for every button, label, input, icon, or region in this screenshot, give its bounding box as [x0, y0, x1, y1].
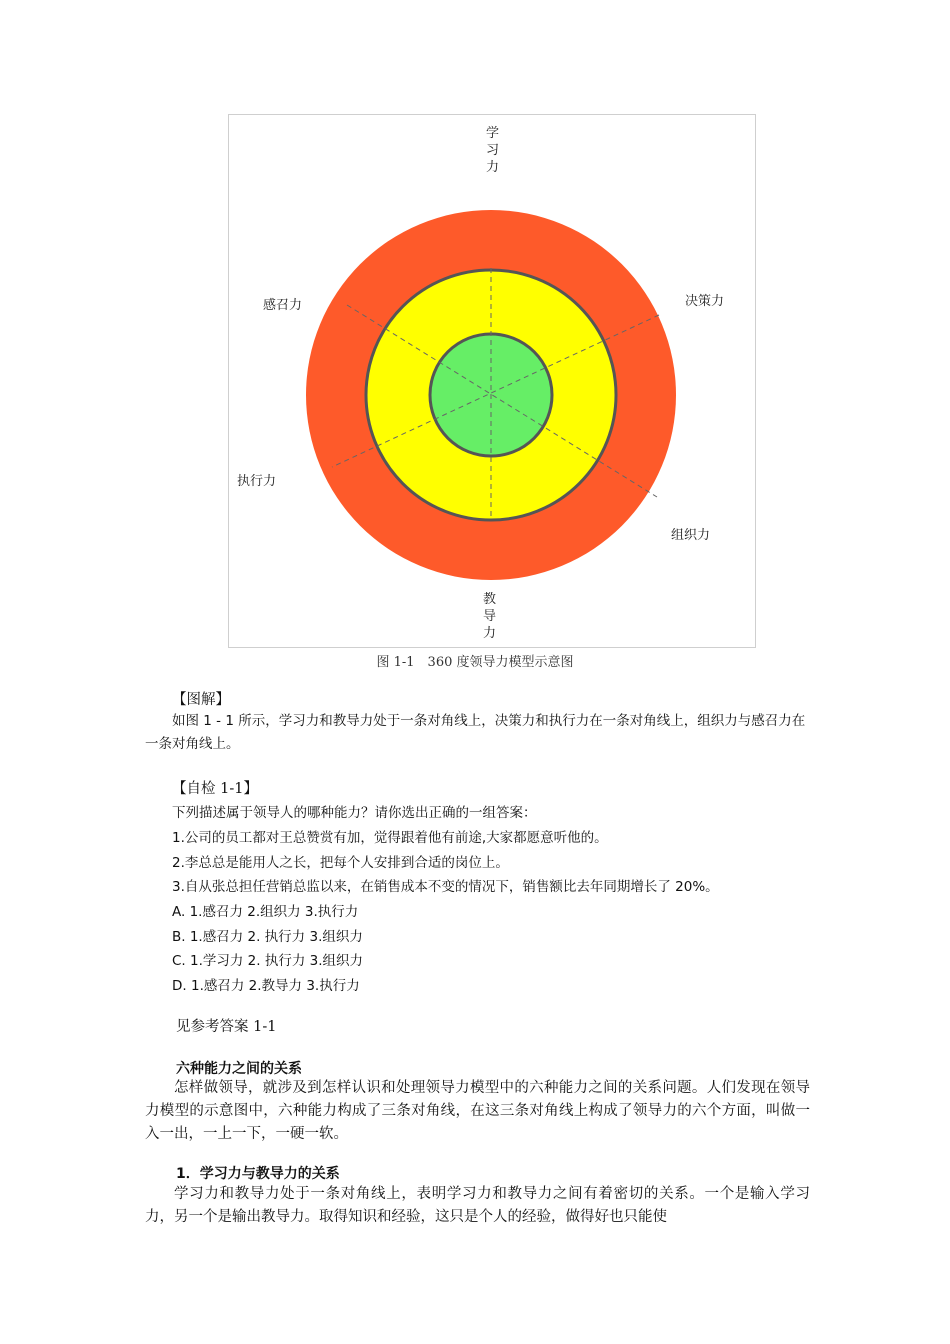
label-teaching-3: 力	[483, 626, 497, 641]
option-a: A. 1.感召力 2.组织力 3.执行力	[172, 904, 359, 920]
label-inspiring: 感召力	[263, 298, 303, 313]
leadership-model-diagram	[229, 115, 755, 647]
relations-text: 怎样做领导，就涉及到怎样认识和处理领导力模型中的六种能力之间的关系问题。人们发现在领导力模型的示意图中，六种能力构成了三条对角线，在这三条对角线上构成了领导力的六个方面，叫做一入一出，一上一下，一硬一软。	[145, 1080, 810, 1142]
label-organizing: 组织力	[671, 528, 711, 543]
figure-caption: 图 1-1 360 度领导力模型示意图	[376, 655, 574, 670]
answer-reference: 见参考答案 1-1	[176, 1019, 277, 1035]
leadership-model-figure	[228, 114, 756, 648]
self-check-item-2: 2.李总总是能用人之长，把每个人安排到合适的岗位上。	[172, 855, 509, 871]
subsection1-text: 学习力和教导力处于一条对角线上，表明学习力和教导力之间有着密切的关系。一个是输入学习力，另一个是输出教导力。取得知识和经验，这只是个人的经验，做得好也只能使	[145, 1186, 810, 1225]
option-d: D. 1.感召力 2.教导力 3.执行力	[172, 978, 360, 994]
self-check-question: 下列描述属于领导人的哪种能力？请你选出正确的一组答案：	[172, 805, 537, 821]
label-execution: 执行力	[237, 474, 277, 489]
relations-heading: 六种能力之间的关系	[176, 1061, 302, 1077]
self-check-item-3: 3.自从张总担任营销总监以来，在销售成本不变的情况下，销售额比去年同期增长了 20%。	[172, 879, 719, 895]
label-teaching-2: 导	[483, 609, 497, 624]
self-check-item-1: 1.公司的员工都对王总赞赏有加，觉得跟着他有前途,大家都愿意听他的。	[172, 830, 608, 846]
label-learning-2: 习	[486, 143, 500, 158]
self-check-heading: 【自检 1-1】	[172, 781, 258, 797]
diagram-explanation: 如图 1 - 1 所示，学习力和教导力处于一条对角线上，决策力和执行力在一条对角线上，组织力与感召力在一条对角线上。	[145, 713, 806, 752]
label-learning-1: 学	[486, 126, 500, 141]
label-teaching-1: 教	[483, 592, 497, 607]
option-b: B. 1.感召力 2. 执行力 3.组织力	[172, 929, 363, 945]
diagram-heading: 【图解】	[172, 692, 230, 708]
subsection1-heading: 1．学习力与教导力的关系	[176, 1166, 340, 1182]
label-decision: 决策力	[685, 294, 725, 309]
option-c: C. 1.学习力 2. 执行力 3.组织力	[172, 953, 364, 969]
label-learning-3: 力	[486, 160, 500, 175]
